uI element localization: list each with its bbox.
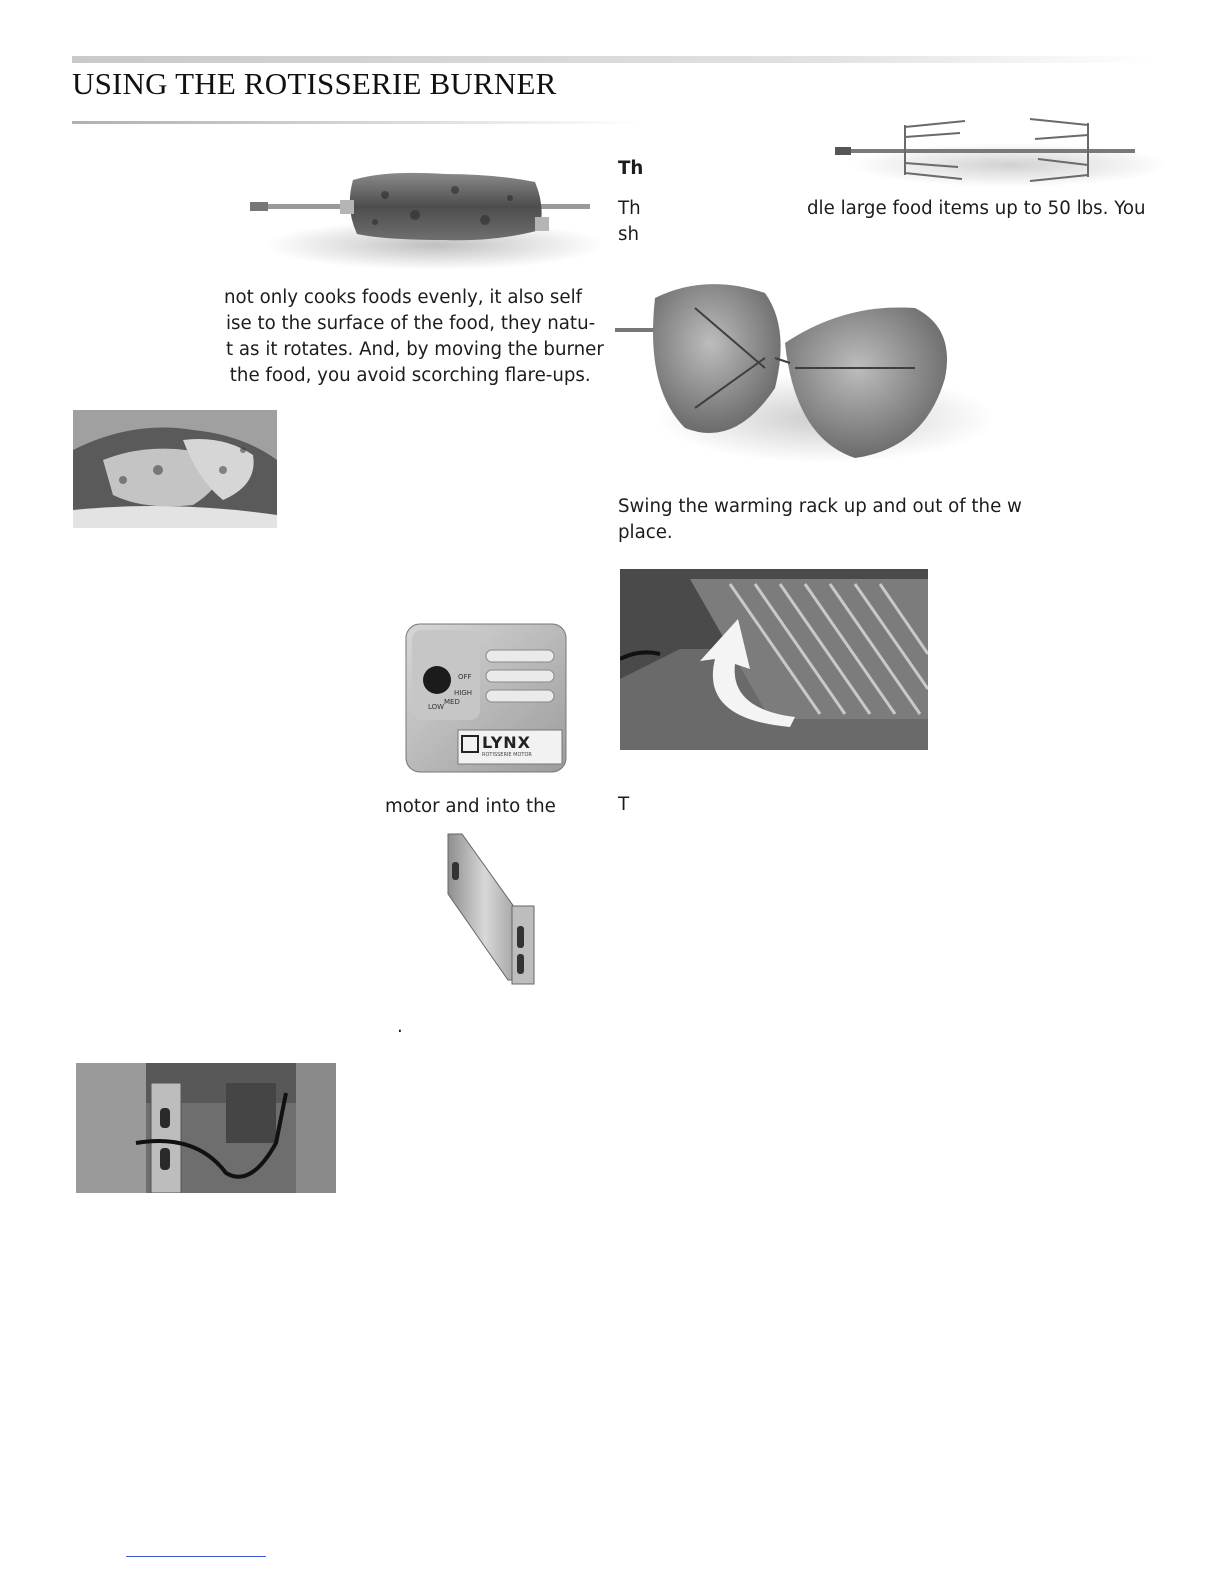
intro-line-1: not only cooks foods evenly, it also self [224, 287, 583, 308]
chickens-on-spit-image [615, 268, 995, 478]
footer-link-underline[interactable] [126, 1556, 266, 1557]
right-paragraph-start: Th [618, 198, 641, 219]
right-paragraph-line-2: sh [618, 224, 640, 245]
intro-line-3: t as it rotates. And, by moving the burner [226, 339, 604, 360]
header-top-rule [72, 56, 1157, 63]
page-title: USING THE ROTISSERIE BURNER [72, 66, 557, 101]
warming-rack-arrow-image [620, 569, 928, 750]
bracket-installed-image [76, 1063, 336, 1193]
motor-bracket-image [438, 828, 548, 993]
right-bold-heading: Th [618, 158, 644, 179]
intro-line-4: the food, you avoid scorching flare-ups. [224, 365, 591, 386]
motor-knob-med-label: MED [444, 698, 460, 706]
swing-instruction-line-2: place. [618, 522, 673, 543]
intro-line-2: ise to the surface of the food, they natu- [226, 313, 596, 334]
motor-knob-low-label: LOW [428, 703, 445, 711]
spit-with-forks-image [830, 115, 1170, 195]
motor-caption: motor and into the [385, 796, 556, 817]
right-fragment-t: T [618, 794, 630, 815]
roast-on-spit-image [245, 160, 600, 275]
swing-instruction-line-1: Swing the warming rack up and out of the w [618, 496, 1022, 517]
title-underline [72, 121, 642, 124]
right-paragraph-end: dle large food items up to 50 lbs. You [807, 198, 1146, 219]
motor-sublabel: ROTISSERIE MOTOR [482, 752, 532, 758]
period-fragment: . [397, 1016, 403, 1037]
carved-roast-image [73, 410, 277, 528]
motor-knob-high-label: HIGH [454, 689, 473, 697]
motor-knob-off-label: OFF [458, 673, 472, 681]
motor-brand-logo: LYNX [482, 733, 532, 752]
